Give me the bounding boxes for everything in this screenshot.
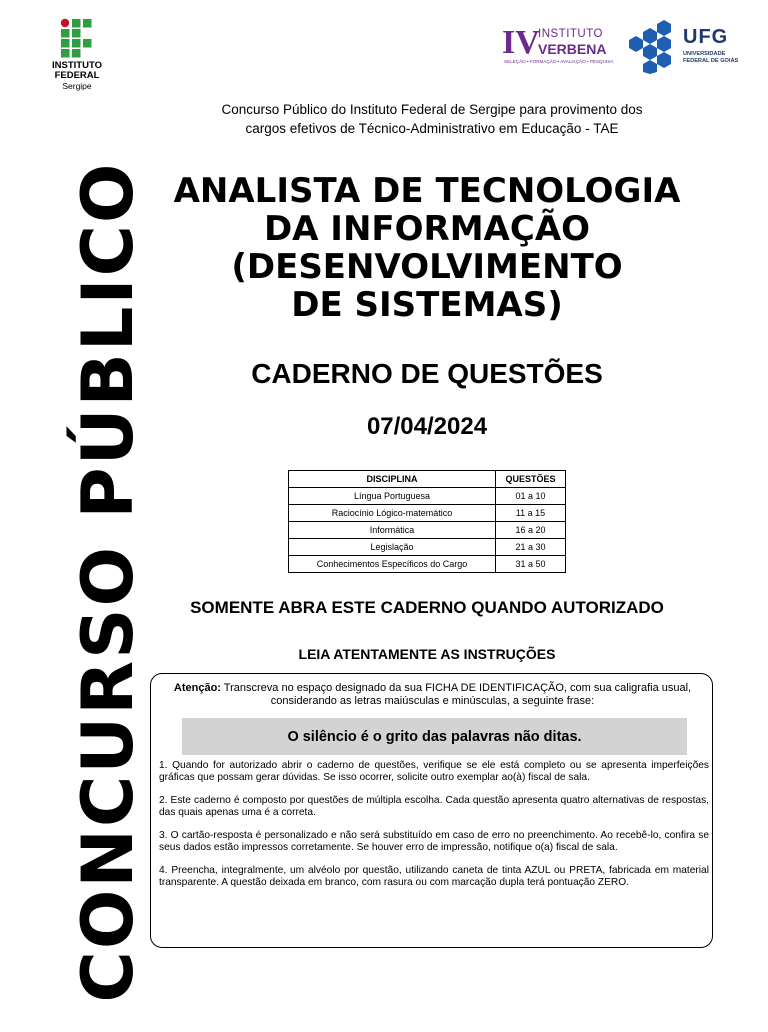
title-line2: DA INFORMAÇÃO [263, 209, 591, 249]
ifs-logo-line3: Sergipe [62, 81, 92, 91]
verbena-tagline: SELEÇÃO • FORMAÇÃO • AVALIAÇÃO • PESQUISA [504, 59, 614, 64]
side-title: CONCURSO PÚBLICO [67, 161, 149, 1003]
table-cell-discipline: Informática [289, 522, 496, 539]
phrase-box: O silêncio é o grito das palavras não ditas. [182, 718, 687, 755]
table-row [289, 539, 566, 556]
instruction-item: 4. Preencha, integralmente, um alvéolo por questão, utilizando caneta de tinta AZUL ou PRETA, fabricada em material transparente. A questão deixada em branco, com rasura ou com marcação dupla terá pontuação ZERO. [159, 865, 709, 888]
ifs-grid-icon [60, 18, 94, 58]
table-cell-questions: 01 a 10 [496, 488, 566, 505]
table-row [289, 556, 566, 573]
table-header-discipline: DISCIPLINA [289, 471, 496, 488]
instructions-title: LEIA ATENTAMENTE AS INSTRUÇÕES [298, 646, 556, 662]
verbena-mark: IV [502, 24, 540, 61]
table-row [289, 505, 566, 522]
title-line1: ANALISTA DE TECNOLOGIA [173, 171, 681, 211]
table-cell-questions: 16 a 20 [496, 522, 566, 539]
instructions-list [159, 760, 709, 900]
discipline-table [288, 470, 566, 573]
ufg-subtitle-line2: FEDERAL DE GOIÁS [683, 58, 739, 64]
table-cell-discipline: Legislação [289, 539, 496, 556]
main-title [140, 172, 714, 324]
exam-date: 07/04/2024 [366, 413, 488, 440]
ifs-logo [44, 18, 110, 98]
ufg-subtitle-line1: UNIVERSIDADE [683, 51, 726, 57]
table-header-row [289, 471, 566, 488]
booklet-label: CADERNO DE QUESTÕES [251, 358, 603, 389]
table-cell-discipline: Conhecimentos Específicos do Cargo [289, 556, 496, 573]
attention-label: Atenção: [173, 682, 221, 694]
title-line3: (DESENVOLVIMENTO [231, 247, 623, 287]
header-text [150, 100, 714, 138]
attention-text [171, 682, 694, 708]
verbena-line2: VERBENA [538, 41, 607, 57]
header-line2: cargos efetivos de Técnico-Administrativo em Educação - TAE [245, 121, 619, 136]
table-cell-questions: 31 a 50 [496, 556, 566, 573]
table-row [289, 522, 566, 539]
ufg-name: UFG [683, 26, 729, 48]
instruction-item: 1. Quando for autorizado abrir o caderno de questões, verifique se ele está completo ou se apresenta imperfeições gráficas que possam gerar dúvidas. Se isso ocorrer, solicite outro exemplar ao(à) fiscal de sala. [159, 760, 709, 783]
verbena-line1: INSTITUTO [538, 28, 603, 40]
attention-body: Transcreva no espaço designado da sua FICHA DE IDENTIFICAÇÃO, com sua caligrafia usual, considerando as letras maiúsculas e minúsculas, a seguinte frase: [220, 682, 692, 707]
ifs-logo-line2: FEDERAL [54, 70, 100, 81]
ufg-logo [626, 18, 742, 74]
table-header-questions: QUESTÕES [496, 471, 566, 488]
table-row [289, 488, 566, 505]
ifs-logo-line1: INSTITUTO [52, 60, 102, 71]
instructions-box [150, 673, 713, 948]
instruction-item: 3. O cartão-resposta é personalizado e não será substituído em caso de erro no preenchimento. Ao recebê-lo, confira se seus dados estão impressos corretamente. Se houver erro de impressão, notifique o(a) fiscal de sala. [159, 830, 709, 853]
verbena-logo [500, 24, 612, 70]
table-cell-questions: 21 a 30 [496, 539, 566, 556]
ufg-subtitle [683, 51, 743, 65]
table-cell-discipline: Língua Portuguesa [289, 488, 496, 505]
title-line4: DE SISTEMAS) [291, 285, 563, 325]
ufg-hexagon-icon [626, 18, 682, 74]
table-cell-questions: 11 a 15 [496, 505, 566, 522]
header-line1: Concurso Público do Instituto Federal de Sergipe para provimento dos [221, 102, 643, 117]
table-cell-discipline: Raciocínio Lógico-matemático [289, 505, 496, 522]
warning-text: SOMENTE ABRA ESTE CADERNO QUANDO AUTORIZADO [190, 598, 664, 617]
instruction-item: 2. Este caderno é composto por questões de múltipla escolha. Cada questão apresenta quatro alternativas de respostas, das quais apenas uma é a correta. [159, 795, 709, 818]
